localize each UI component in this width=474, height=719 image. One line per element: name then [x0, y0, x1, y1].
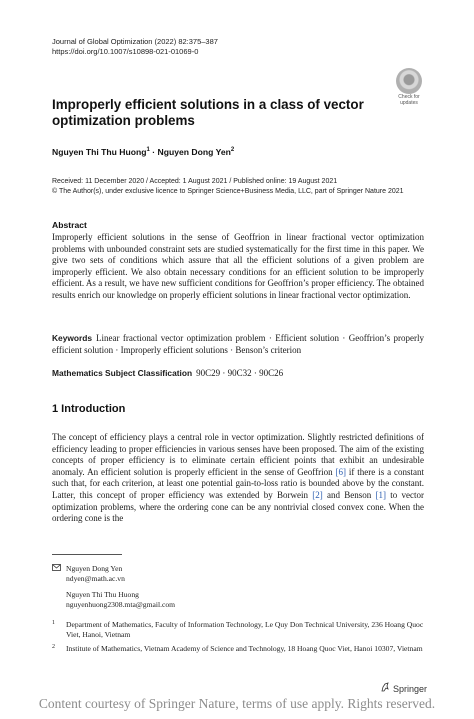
publisher-name: Springer: [393, 684, 428, 694]
msc-codes: 90C29 · 90C32 · 90C26: [196, 368, 284, 378]
doi-link[interactable]: https://doi.org/10.1007/s10898-021-01069-0: [52, 47, 199, 56]
citation-link-2[interactable]: [2]: [312, 489, 323, 500]
corr-author-2-name: Nguyen Thi Thu Huong: [66, 590, 139, 599]
paper-title: Improperly efficient solutions in a class of vector optimization problems: [52, 97, 364, 128]
affiliation-1-number: 1: [52, 620, 55, 626]
corr-author-1-name: Nguyen Dong Yen: [66, 564, 123, 573]
article-history: [52, 177, 404, 197]
abstract-text: Improperly efficient solutions in the sense of Geoffrion in linear fractional vector optimization problems with unbounded constraint sets are studied systematically for the first time in this paper. We give two sets of conditions which assure that all the efficient solutions of a given problem are improperly efficient. We also obtain necessary conditions for an efficient solution to be improperly efficient. As a result, we have new sufficient conditions for Geoffrion’s proper efficiency. The obtained results enrich our knowledge on properly efficient solutions in linear fractional vector optimization.: [52, 232, 424, 300]
author-1[interactable]: Nguyen Thi Thu Huong: [52, 147, 147, 157]
citation-link-1[interactable]: [1]: [375, 489, 386, 500]
msc-section: [52, 368, 424, 380]
corr-author-1-email[interactable]: ndyen@math.ac.vn: [66, 574, 125, 583]
journal-header: [52, 37, 218, 57]
journal-citation: Journal of Global Optimization (2022) 82:375–387: [52, 37, 218, 46]
footnote-divider: [52, 554, 122, 555]
keywords-label: Keywords: [52, 333, 93, 343]
corr-author-2-email[interactable]: nguyenhuong2308.mta@gmail.com: [66, 600, 176, 609]
keywords-section: [52, 333, 424, 356]
citation-link-6[interactable]: [6]: [335, 466, 346, 477]
section-heading-introduction: 1 Introduction: [52, 403, 126, 415]
check-for-updates-badge[interactable]: [394, 68, 424, 106]
copyright-notice: © The Author(s), under exclusive licence to Springer Science+Business Media, LLC, part of Springer Nature 2021: [52, 188, 404, 195]
introduction-text: The concept of efficiency plays a central role in vector optimization. Slightly restricted definitions of efficiency leading to proper efficiencies in various senses have been proposed. The aim of the existing concepts of proper efficiency is to eliminate certain efficient points that exhibit an undesirable anomaly. An efficient solution is properly efficient in the sense of Geoffrion [6] if there is a constant such that, for each criterion, at least one potential gain-to-loss ratio is bounded above by the constant. Latter, this concept of proper efficiency was extended by Borwein [2] and Benson [1] to vector optimization problems, where the ordering cone can be any nontrivial closed convex cone. When the ordering cone is the: [52, 432, 425, 524]
envelope-icon: [52, 564, 61, 574]
check-updates-icon: [396, 68, 422, 94]
author-line: [52, 147, 234, 157]
abstract-heading: Abstract: [52, 220, 87, 230]
publisher-logo: [380, 682, 427, 694]
affiliation-2: Institute of Mathematics, Vietnam Academy of Science and Technology, 18 Hoang Quoc Viet, Hanoi 10307, Vietnam: [66, 644, 423, 653]
affiliation-1: Department of Mathematics, Faculty of Information Technology, Le Quy Don Technical University, 236 Hoang Quoc Viet, Hanoi, Vietnam: [66, 620, 424, 639]
corresponding-author-1: [66, 564, 125, 584]
author-separator: ·: [149, 147, 158, 157]
author-1-affiliation: 1: [146, 147, 150, 154]
corresponding-author-2: [66, 590, 175, 610]
check-updates-label: Check for updates: [398, 94, 420, 106]
courtesy-watermark: Content courtesy of Springer Nature, terms of use apply. Rights reserved.: [38, 696, 436, 711]
msc-label: Mathematics Subject Classification: [52, 368, 193, 378]
history-dates: Received: 11 December 2020 / Accepted: 1 August 2021 / Published online: 19 August 2021: [52, 178, 338, 185]
author-2[interactable]: Nguyen Dong Yen: [157, 147, 231, 157]
keywords-text: Linear fractional vector optimization problem · Efficient solution · Geoffrion’s properly efficient solution · Improperly efficient solutions · Benson’s criterion: [52, 333, 424, 355]
springer-horse-icon: [380, 682, 390, 694]
author-2-affiliation: 2: [230, 147, 235, 154]
affiliation-2-number: 2: [52, 644, 55, 650]
